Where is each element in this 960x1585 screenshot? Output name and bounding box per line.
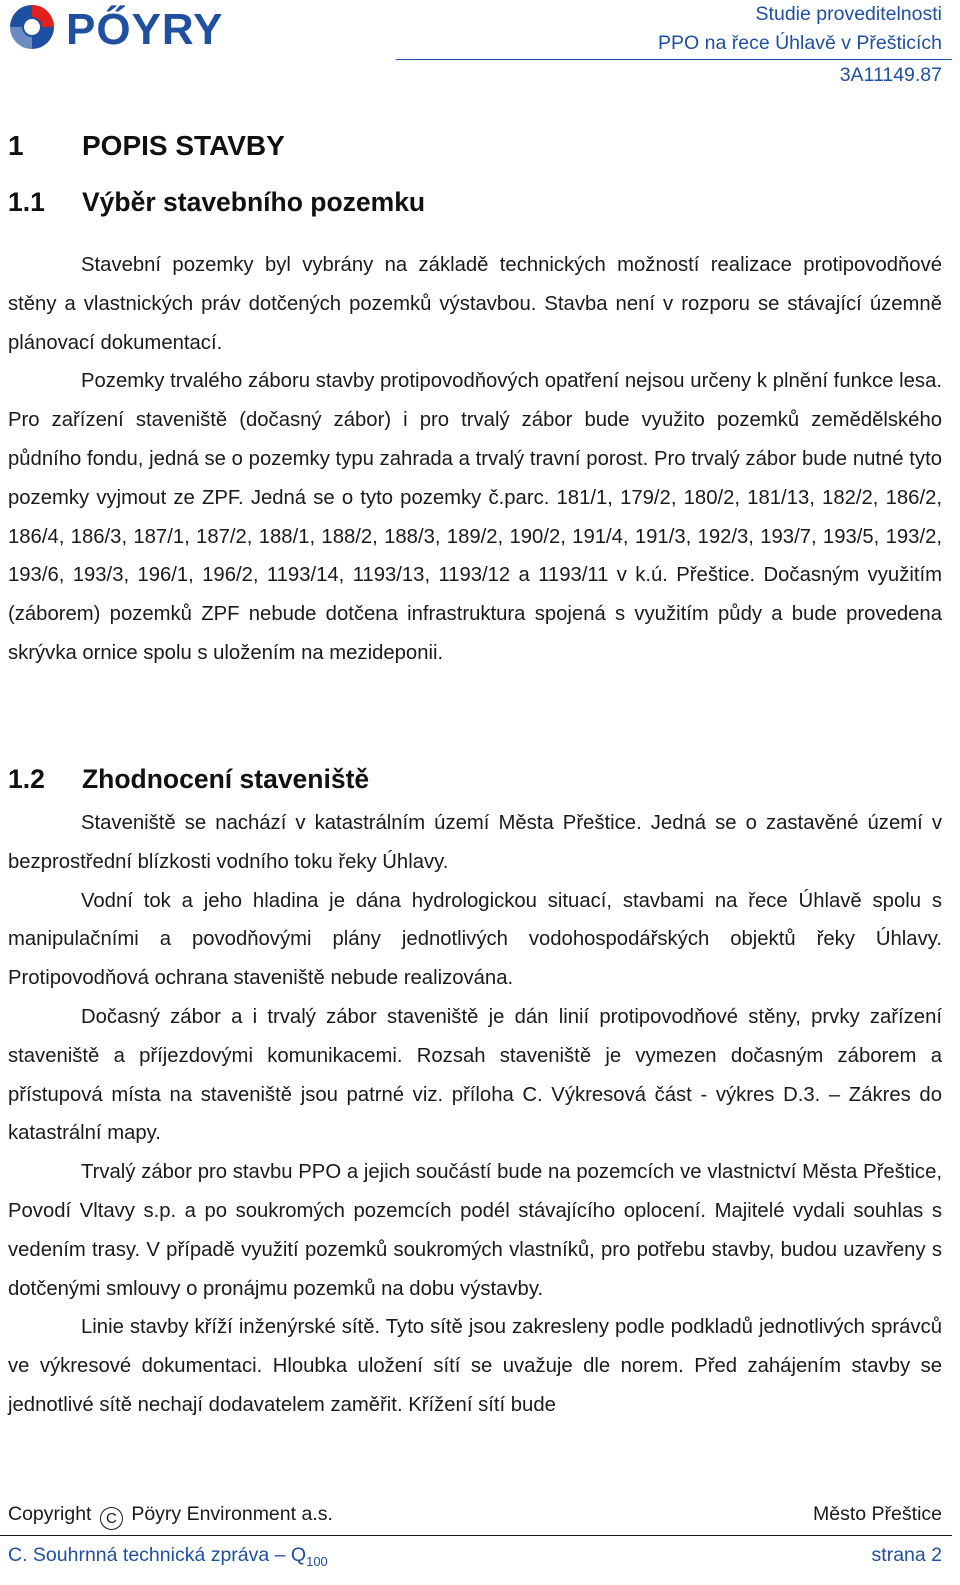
paragraph: Stavební pozemky byl vybrány na základě technických možností realizace protipovodňové stěny a vlastnických práv dotčených pozemků výstavbou. Stavba není v rozporu se stávající územně plánovací dokumentací. bbox=[8, 254, 942, 354]
footer-divider bbox=[0, 1535, 952, 1536]
company-name: Pöyry Environment a.s. bbox=[131, 1503, 333, 1525]
chapter-heading bbox=[8, 130, 285, 162]
section-title: Zhodnocení staveniště bbox=[82, 764, 370, 794]
paragraph: Dočasný zábor a i trvalý zábor staveniště je dán linií protipovodňové stěny, prvky zařízení staveniště a příjezdovými komunikacemi. Rozsah staveniště je vymezen dočasným záborem a přístupová místa na staveniště jsou patrné viz. příloha C. Výkresová část - výkres D.3. – Zákres do katastrální mapy. bbox=[8, 1005, 942, 1145]
company-logo bbox=[8, 2, 298, 52]
paragraph: Staveniště se nachází v katastrálním území Města Přeštice. Jedná se o zastavěné území v bezprostřední blízkosti vodního toku řeky Úhlavy. bbox=[8, 812, 942, 873]
section-heading-1-1 bbox=[8, 187, 425, 218]
header-title bbox=[658, 0, 942, 58]
copyright-label: Copyright bbox=[8, 1503, 92, 1525]
report-title bbox=[8, 1544, 328, 1569]
section-1-1-body bbox=[8, 246, 942, 673]
document-number: 3A11149.87 bbox=[839, 64, 942, 86]
chapter-title: POPIS STAVBY bbox=[82, 130, 285, 161]
client-name: Město Přeštice bbox=[813, 1503, 942, 1525]
copyright bbox=[8, 1503, 333, 1530]
section-number: 1.2 bbox=[8, 764, 45, 794]
section-title: Výběr stavebního pozemku bbox=[82, 187, 426, 217]
section-heading-1-2 bbox=[8, 764, 369, 795]
copyright-icon: C bbox=[100, 1507, 123, 1530]
chapter-number: 1 bbox=[8, 130, 24, 161]
header-title-line2: PPO na řece Úhlavě v Přešticích bbox=[658, 32, 942, 54]
report-title-subscript: 100 bbox=[306, 1553, 328, 1569]
paragraph: Vodní tok a jeho hladina je dána hydrologickou situací, stavbami na řece Úhlavě spolu s manipulačními a povodňovými plány jednotlivých vodohospodářských objektů řeky Úhlavy. Protipovodňová ochrana staveniště nebude realizována. bbox=[8, 889, 942, 990]
paragraph: Pozemky trvalého záboru stavby protipovodňových opatření nejsou určeny k plnění funkce lesa. Pro zařízení staveniště (dočasný zábor) i pro trvalý zábor bude využito pozemků zemědělského půdního fondu, jedná se o pozemky typu zahrada a trvalý travní porost. Pro trvalý zábor bude nutné tyto pozemky vyjmout ze ZPF. Jedná se o tyto pozemky č.parc. 181/1, 179/2, 180/2, 181/13, 182/2, 186/2, 186/4, 186/3, 187/1, 187/2, 188/1, 188/2, 188/3, 189/2, 190/2, 191/4, 191/3, 192/3, 193/7, 193/5, 193/2, 193/6, 193/3, 196/1, 196/2, 1193/14, 1193/13, 1193/12 a 1193/11 v k.ú. Přeštice. Dočasným využitím (záborem) pozemků ZPF nebude dotčena infrastruktura spojená s využitím půdy a bude provedena skrývka ornice spolu s uložením na mezideponii. bbox=[8, 370, 942, 664]
page-number: strana 2 bbox=[871, 1544, 942, 1566]
logo-wordmark: PŐYRY bbox=[66, 5, 224, 52]
paragraph: Trvalý zábor pro stavbu PPO a jejich součástí bude na pozemcích ve vlastnictví Města Přeštice, Povodí Vltavy s.p. a po soukromých pozemcích podél stávajícího oplocení. Majitelé vydali souhlas s vedením trasy. V případě využití pozemků soukromých vlastníků, pro potřebu stavby, budou uzavřeny s dotčenými smlouvy o pronájmu pozemků na dobu výstavby. bbox=[8, 1161, 942, 1300]
report-title-text: C. Souhrnná technická zpráva – Q bbox=[8, 1544, 307, 1566]
document-page bbox=[8, 0, 942, 1585]
header-title-line1: Studie proveditelnosti bbox=[755, 3, 942, 25]
paragraph: Linie stavby kříží inženýrské sítě. Tyto sítě jsou zakresleny podle podkladů jednotlivých správců ve výkresové dokumentaci. Hloubka uložení sítí se uvažuje dle norem. Před zahájením stavby se jednotlivé sítě nechají dodavatelem zaměřit. Křížení sítí bude bbox=[8, 1316, 942, 1416]
section-1-2-body bbox=[8, 804, 942, 1425]
section-number: 1.1 bbox=[8, 187, 45, 217]
header-divider bbox=[396, 59, 952, 60]
